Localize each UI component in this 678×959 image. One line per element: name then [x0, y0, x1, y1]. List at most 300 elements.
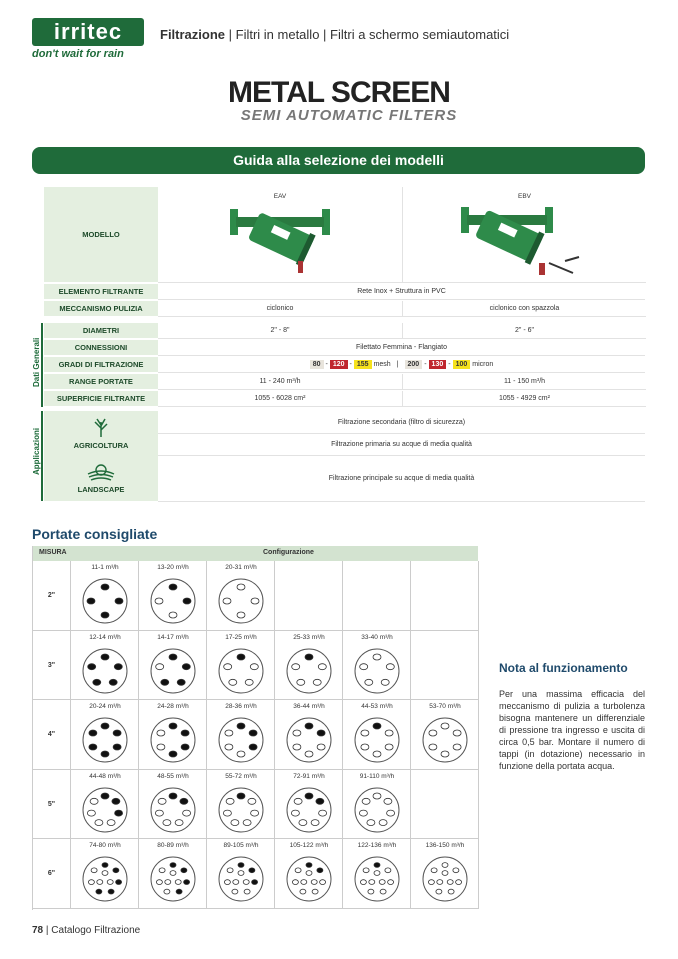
label-range-portate: RANGE PORTATE [44, 374, 158, 389]
plug-hole-open [250, 663, 258, 669]
plug-hole-closed [237, 654, 245, 660]
size-label: 6" [33, 839, 71, 909]
config-cell [411, 700, 479, 770]
filter-ebv-image [453, 201, 593, 281]
config-cell [411, 770, 479, 840]
plug-hole-closed [161, 679, 169, 685]
plug-hole-closed [89, 744, 97, 750]
plug-config-diagram [217, 786, 265, 834]
plug-hole-closed [115, 810, 123, 816]
plug-hole-closed [101, 751, 109, 757]
plant-icon [90, 416, 112, 438]
value-range-ebv: 11 - 150 m³/h [402, 374, 646, 390]
plug-hole-open [442, 871, 448, 876]
plug-hole-open [223, 810, 231, 816]
flow-caption: 136-150 m³/h [425, 842, 465, 849]
plug-hole-open [223, 598, 231, 604]
plug-hole-open [225, 744, 233, 750]
config-cell [207, 770, 275, 840]
label-gradi-filtrazione: GRADI DI FILTRAZIONE [44, 357, 158, 372]
flow-caption: 55-72 m³/h [225, 772, 257, 780]
page-title: METAL SCREEN [228, 76, 450, 109]
plug-hole-open [363, 868, 369, 873]
plug-config-diagram [149, 855, 197, 903]
selection-guide-heading: Guida alla selezione dei modelli [32, 147, 645, 174]
plug-hole-open [226, 798, 234, 804]
plug-hole-open [379, 819, 387, 825]
plug-hole-closed [116, 880, 122, 885]
plug-config-diagram [217, 577, 265, 625]
plug-hole-open [301, 880, 307, 885]
plug-hole-open [292, 663, 300, 669]
value-gradi-filtrazione: 80 - 120 - 155 mesh | 200 - 130 - 100 micron [158, 357, 645, 373]
plug-hole-closed [101, 654, 109, 660]
plug-hole-open [237, 584, 245, 590]
plug-hole-closed [115, 598, 123, 604]
plug-hole-closed [114, 663, 122, 669]
plug-hole-closed [238, 863, 244, 868]
plug-hole-closed [305, 654, 313, 660]
plug-hole-open [294, 798, 302, 804]
plug-hole-open [431, 868, 437, 873]
value-meccanismo-ebv: ciclonico con spazzola [402, 301, 646, 317]
flow-caption: 48-55 m³/h [157, 772, 189, 780]
config-cell [139, 700, 207, 770]
plug-hole-open [305, 751, 313, 757]
plug-hole-closed [252, 880, 258, 885]
plug-config-diagram [149, 647, 197, 695]
mesh-chip-120: 120 [330, 360, 348, 369]
plug-hole-open [448, 889, 454, 894]
plug-hole-open [237, 751, 245, 757]
config-cell [411, 631, 479, 701]
plug-hole-closed [183, 598, 191, 604]
plug-config-diagram [353, 716, 401, 764]
plug-hole-open [87, 810, 95, 816]
config-cell [207, 561, 275, 631]
plug-hole-closed [169, 723, 177, 729]
plug-hole-open [293, 730, 301, 736]
plug-hole-closed [184, 880, 190, 885]
plug-hole-open [311, 819, 319, 825]
dati-generali-label: Dati Generali [32, 337, 41, 387]
flow-caption: 25-33 m³/h [293, 633, 325, 641]
plug-hole-open [319, 810, 327, 816]
plug-hole-closed [169, 654, 177, 660]
plug-hole-closed [88, 663, 96, 669]
config-cell [343, 770, 411, 840]
config-cell [275, 700, 343, 770]
plug-hole-closed [93, 679, 101, 685]
plug-hole-open [373, 654, 381, 660]
plug-hole-closed [316, 798, 324, 804]
plug-hole-open [164, 889, 170, 894]
plug-hole-closed [96, 889, 102, 894]
plug-hole-open [155, 598, 163, 604]
plug-config-diagram [421, 855, 469, 903]
plug-hole-closed [113, 744, 121, 750]
plug-hole-closed [317, 730, 325, 736]
flow-caption: 11-1 m³/h [91, 564, 119, 571]
plug-hole-closed [305, 793, 313, 799]
plug-hole-open [102, 871, 108, 876]
selection-table [32, 183, 645, 503]
value-connessioni: Filettato Femmina - Flangiato [158, 340, 645, 356]
plug-hole-open [306, 871, 312, 876]
value-diametri-ebv: 2" - 6" [402, 323, 646, 339]
catalog-name: Catalogo Filtrazione [51, 925, 141, 936]
plug-hole-open [320, 880, 326, 885]
app-value-2: Filtrazione primaria su acque di media qualità [158, 433, 645, 456]
plug-hole-open [374, 871, 380, 876]
plug-hole-open [159, 868, 165, 873]
config-cell [343, 561, 411, 631]
value-superficie-eav: 1055 - 6028 cm² [158, 391, 402, 407]
breadcrumb-item-3[interactable]: Filtri a schermo semiautomatici [330, 27, 510, 42]
portate-title: Portate consigliate [32, 526, 158, 542]
plug-hole-open [456, 880, 462, 885]
plug-config-diagram [353, 647, 401, 695]
plug-hole-open [297, 679, 305, 685]
plug-hole-closed [249, 730, 257, 736]
plug-hole-open [386, 663, 394, 669]
plug-hole-open [243, 819, 251, 825]
plug-hole-open [367, 819, 375, 825]
config-cell [139, 770, 207, 840]
plug-hole-open [231, 819, 239, 825]
flow-caption: 33-40 m³/h [361, 633, 393, 641]
plug-hole-closed [113, 730, 121, 736]
plug-hole-open [91, 868, 97, 873]
value-elemento-filtrante: Rete Inox + Struttura in PVC [158, 284, 645, 300]
plug-hole-closed [101, 793, 109, 799]
flow-caption: 72-91 m³/h [293, 772, 325, 780]
plug-hole-open [97, 880, 103, 885]
plug-hole-open [157, 730, 165, 736]
mesh-chip-155: 155 [354, 360, 372, 369]
plug-hole-open [244, 889, 250, 894]
flow-caption: 80-89 m³/h [157, 842, 189, 849]
plug-hole-closed [169, 751, 177, 757]
label-modello: MODELLO [44, 187, 158, 282]
size-label: 4" [33, 700, 71, 770]
config-cell [275, 770, 343, 840]
plug-hole-open [251, 810, 259, 816]
plug-hole-closed [108, 889, 114, 894]
plug-hole-closed [317, 868, 323, 873]
plug-hole-closed [177, 679, 185, 685]
size-label: 3" [33, 631, 71, 701]
flow-caption: 53-70 m³/h [429, 703, 461, 710]
plug-hole-open [453, 730, 461, 736]
value-meccanismo-eav: ciclonico [158, 301, 402, 317]
plug-hole-open [107, 819, 115, 825]
plug-hole-open [291, 810, 299, 816]
plug-hole-open [362, 798, 370, 804]
model-eav-cell [158, 187, 402, 283]
plug-hole-open [107, 880, 113, 885]
plug-hole-closed [306, 863, 312, 868]
plug-hole-open [428, 880, 434, 885]
plug-hole-open [361, 744, 369, 750]
config-cell [71, 839, 139, 909]
micron-chip-130: 130 [429, 360, 447, 369]
plug-hole-closed [181, 744, 189, 750]
plug-hole-open [361, 730, 369, 736]
plug-hole-closed [373, 723, 381, 729]
plug-hole-closed [181, 730, 189, 736]
plug-hole-closed [89, 730, 97, 736]
plug-hole-open [170, 871, 176, 876]
plug-config-diagram [217, 855, 265, 903]
plug-hole-open [442, 863, 448, 868]
plug-hole-open [385, 868, 391, 873]
plug-hole-closed [374, 863, 380, 868]
plug-hole-closed [87, 598, 95, 604]
note-text: Per una massima efficacia del meccanismo di pulizia a turbolenza bisogna mantenere un differenziale di pressione tra ingresso e uscita di circa 0,5 bar. Montare il numero di tappi (in dotazione) necessario in funzione della portata acqua. [499, 689, 645, 771]
config-cell [71, 700, 139, 770]
plug-hole-open [233, 880, 239, 885]
micron-unit: micron [472, 361, 494, 368]
plug-hole-open [156, 880, 162, 885]
plug-hole-open [95, 819, 103, 825]
config-cell [71, 631, 139, 701]
flow-caption: 20-24 m³/h [89, 703, 121, 710]
label-diametri: DIAMETRI [44, 323, 158, 338]
value-diametri-eav: 2" - 8" [158, 323, 402, 339]
plug-hole-closed [176, 889, 182, 894]
page-subtitle: SEMI AUTOMATIC FILTERS [240, 107, 458, 124]
plug-config-diagram [353, 786, 401, 834]
plug-hole-open [251, 598, 259, 604]
plug-hole-closed [112, 798, 120, 804]
label-superficie-filtrante: SUPERFICIE FILTRANTE [44, 391, 158, 406]
plug-hole-open [385, 730, 393, 736]
config-cell [411, 839, 479, 909]
plug-hole-open [238, 871, 244, 876]
plug-hole-open [243, 880, 249, 885]
flow-caption: 17-25 m³/h [225, 633, 257, 641]
config-cell [411, 561, 479, 631]
config-cell [207, 839, 275, 909]
plug-hole-open [317, 744, 325, 750]
flow-caption: 36-44 m³/h [293, 703, 325, 710]
plug-config-diagram [149, 716, 197, 764]
plug-hole-open [248, 798, 256, 804]
plug-hole-open [441, 751, 449, 757]
flow-caption: 122-136 m³/h [357, 842, 397, 849]
mesh-unit: mesh [373, 361, 391, 368]
plug-hole-open [292, 880, 298, 885]
plug-hole-closed [109, 679, 117, 685]
plug-hole-open [245, 679, 253, 685]
plug-hole-open [381, 679, 389, 685]
plug-hole-open [224, 880, 230, 885]
plug-hole-closed [305, 723, 313, 729]
plug-hole-closed [237, 723, 245, 729]
plug-config-diagram [81, 647, 129, 695]
brand-logo: irritec [32, 18, 144, 46]
flow-caption: 12-14 m³/h [89, 633, 121, 641]
plug-config-diagram [421, 716, 469, 764]
config-cell [275, 839, 343, 909]
flow-caption: 44-53 m³/h [361, 703, 393, 710]
plug-hole-open [157, 744, 165, 750]
plug-config-diagram [149, 786, 197, 834]
plug-hole-closed [101, 584, 109, 590]
plug-hole-closed [101, 612, 109, 618]
label-elemento-filtrante: ELEMENTO FILTRANTE [44, 284, 158, 299]
size-label: 2" [33, 561, 71, 631]
plug-hole-open [385, 744, 393, 750]
plug-hole-open [165, 880, 171, 885]
value-superficie-ebv: 1055 - 4929 cm² [402, 391, 646, 407]
plug-config-diagram [81, 786, 129, 834]
breadcrumb: Filtrazione | Filtri in metallo | Filtri a schermo semiautomatici [160, 27, 510, 42]
footer: 78 | Catalogo Filtrazione [32, 925, 141, 936]
value-range-eav: 11 - 240 m³/h [158, 374, 402, 390]
app-landscape-label: LANDSCAPE [77, 485, 125, 494]
plug-hole-closed [169, 793, 177, 799]
app-landscape-cell [44, 455, 158, 501]
flow-caption: 44-48 m³/h [89, 772, 121, 780]
config-cell [139, 839, 207, 909]
config-cell [275, 561, 343, 631]
config-cell [207, 631, 275, 701]
flow-caption: 28-36 m³/h [225, 703, 257, 710]
breadcrumb-item-2[interactable]: Filtri in metallo [235, 27, 320, 42]
config-cell [343, 631, 411, 701]
plug-hole-open [163, 819, 171, 825]
flow-caption: 89-105 m³/h [223, 842, 259, 849]
plug-hole-open [225, 730, 233, 736]
plug-config-diagram [353, 855, 401, 903]
plug-hole-closed [102, 863, 108, 868]
applicazioni-label: Applicazioni [32, 427, 41, 475]
plug-hole-open [295, 868, 301, 873]
plug-hole-closed [169, 584, 177, 590]
flow-caption: 91-110 m³/h [359, 772, 395, 780]
plug-hole-open [380, 889, 386, 894]
plug-hole-open [175, 819, 183, 825]
plug-hole-open [441, 723, 449, 729]
plug-hole-open [384, 798, 392, 804]
flow-caption: 20-31 m³/h [225, 564, 257, 571]
size-label: 5" [33, 770, 71, 840]
portate-grid [32, 546, 479, 910]
plug-hole-open [359, 810, 367, 816]
plug-hole-open [175, 880, 181, 885]
plug-hole-closed [182, 663, 190, 669]
plug-hole-open [90, 798, 98, 804]
plug-hole-open [373, 793, 381, 799]
plug-hole-open [360, 663, 368, 669]
config-cell [139, 561, 207, 631]
config-cell [343, 839, 411, 909]
plug-config-diagram [217, 647, 265, 695]
col-configurazione: Configurazione [263, 549, 314, 556]
plug-hole-open [388, 880, 394, 885]
plug-hole-open [313, 679, 321, 685]
plug-hole-open [227, 868, 233, 873]
plug-hole-open [299, 819, 307, 825]
plug-hole-closed [170, 863, 176, 868]
plug-hole-closed [181, 868, 187, 873]
app-value-1: Filtrazione secondaria (filtro di sicurezza) [158, 411, 645, 434]
flow-caption: 24-28 m³/h [157, 703, 189, 710]
app-agricoltura-label: AGRICOLTURA [73, 441, 129, 450]
plug-hole-open [369, 880, 375, 885]
landscape-icon [86, 462, 116, 482]
flow-caption: 74-80 m³/h [89, 842, 121, 849]
plug-hole-closed [249, 744, 257, 750]
plug-hole-open [156, 663, 164, 669]
config-cell [275, 631, 343, 701]
plug-hole-open [453, 744, 461, 750]
plug-hole-open [387, 810, 395, 816]
plug-hole-open [232, 889, 238, 894]
config-cell [207, 700, 275, 770]
label-meccanismo-pulizia: MECCANISMO PULIZIA [44, 301, 158, 316]
plug-hole-open [300, 889, 306, 894]
plug-config-diagram [81, 716, 129, 764]
plug-hole-open [229, 679, 237, 685]
micron-chip-200: 200 [405, 360, 423, 369]
plug-config-diagram [81, 577, 129, 625]
app-agricoltura-cell [44, 411, 158, 455]
plug-hole-open [365, 679, 373, 685]
model-ebv-cell [402, 187, 646, 283]
plug-hole-open [360, 880, 366, 885]
plug-hole-open [183, 810, 191, 816]
app-value-3: Filtrazione principale su acque di media qualità [158, 455, 645, 502]
flow-caption: 14-17 m³/h [157, 633, 189, 641]
plug-config-diagram [285, 647, 333, 695]
plug-hole-open [373, 751, 381, 757]
plug-hole-open [311, 880, 317, 885]
plug-hole-closed [101, 723, 109, 729]
plug-hole-open [158, 798, 166, 804]
plug-hole-open [293, 744, 301, 750]
flow-caption: 105-122 m³/h [289, 842, 329, 849]
flow-caption: 13-20 m³/h [157, 564, 189, 571]
plug-hole-open [447, 880, 453, 885]
note-title: Nota al funzionamento [499, 661, 628, 675]
plug-config-diagram [217, 716, 265, 764]
plug-hole-open [368, 889, 374, 894]
model-eav-name: EAV [273, 193, 287, 200]
mesh-chip-80: 80 [310, 360, 324, 369]
plug-config-diagram [149, 577, 197, 625]
label-connessioni: CONNESSIONI [44, 340, 158, 355]
breadcrumb-item-1[interactable]: Filtrazione [160, 27, 226, 42]
brand-tagline: don't wait for rain [32, 48, 124, 60]
filter-eav-image [220, 201, 340, 281]
model-ebv-name: EBV [517, 193, 531, 200]
plug-config-diagram [285, 855, 333, 903]
col-misura: MISURA [39, 549, 67, 556]
grid-header [33, 546, 478, 561]
plug-hole-open [453, 868, 459, 873]
plug-hole-open [312, 889, 318, 894]
plug-hole-open [318, 663, 326, 669]
plug-hole-closed [237, 793, 245, 799]
plug-hole-open [437, 880, 443, 885]
plug-hole-open [224, 663, 232, 669]
plug-config-diagram [285, 716, 333, 764]
config-cell [343, 700, 411, 770]
dati-generali-bar [41, 323, 43, 407]
